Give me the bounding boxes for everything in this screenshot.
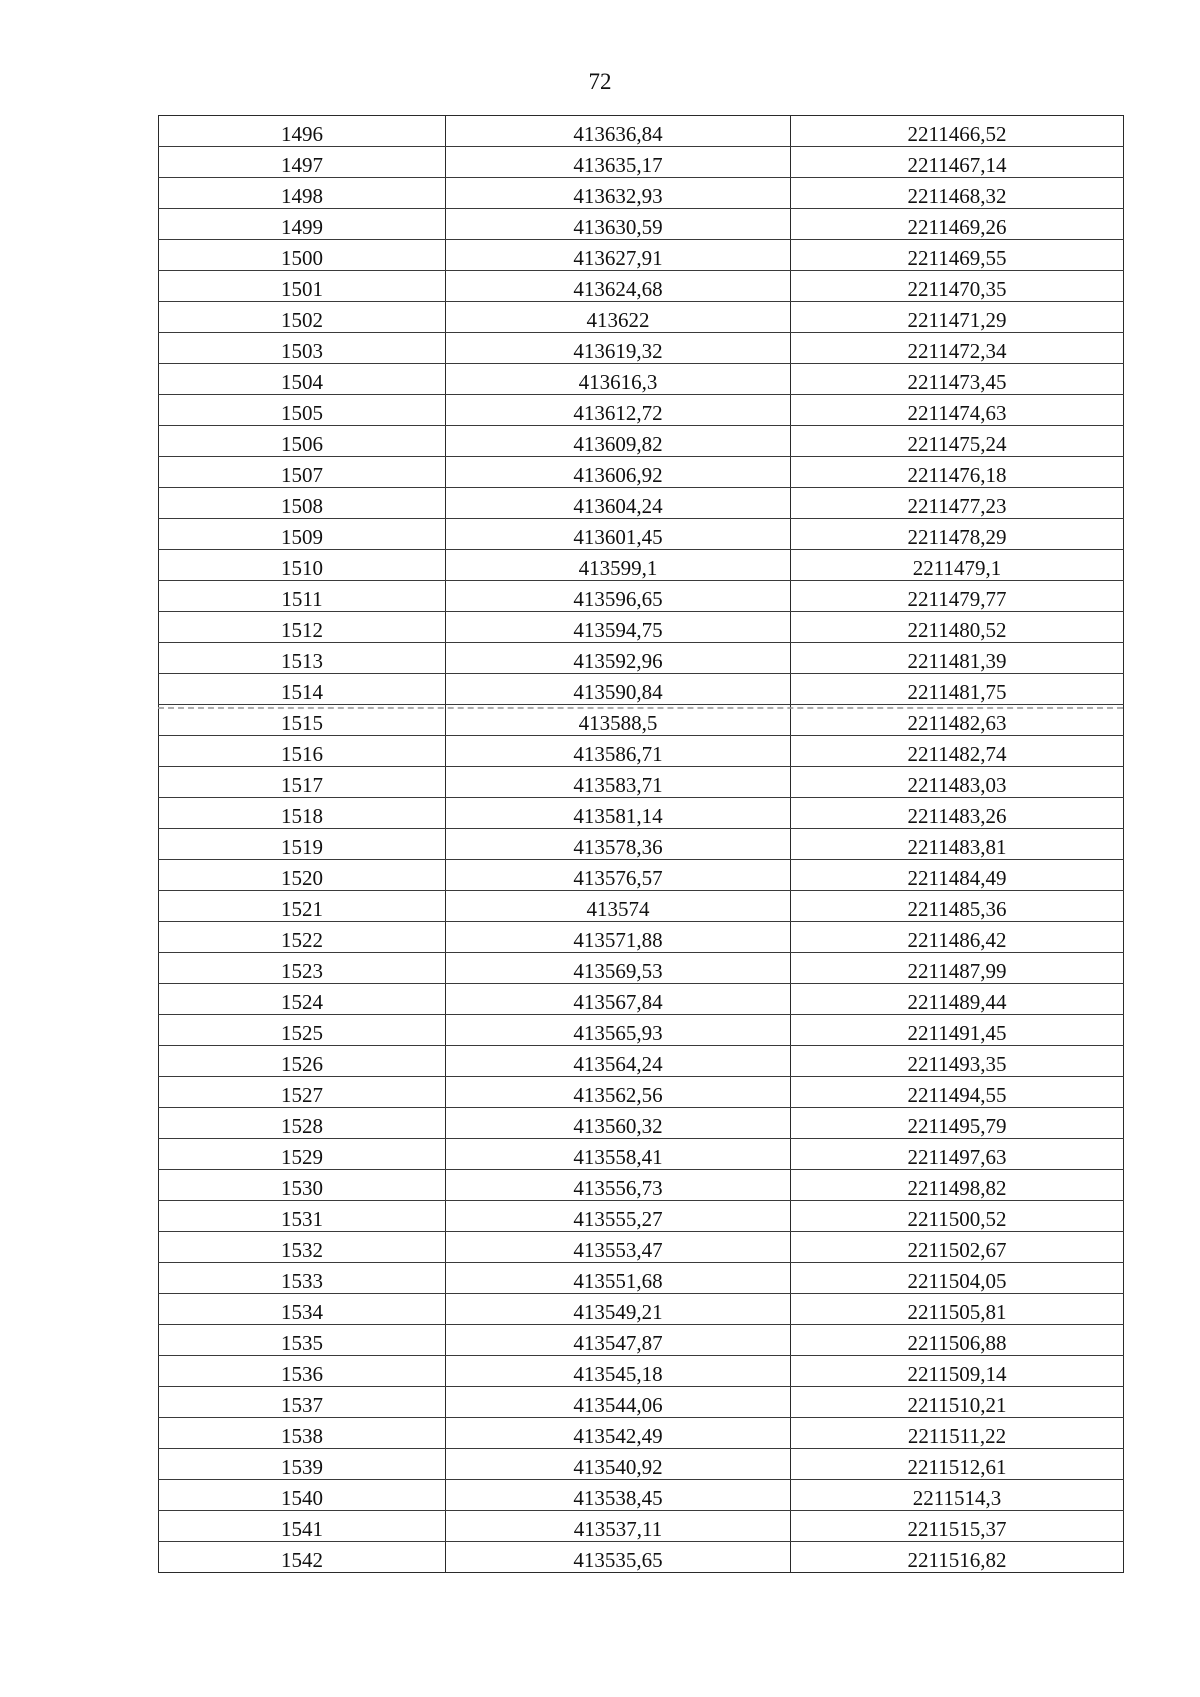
point-number-cell: 1525	[159, 1015, 446, 1046]
point-number-cell: 1527	[159, 1077, 446, 1108]
point-number-cell: 1496	[159, 116, 446, 147]
table-row	[159, 271, 1124, 302]
point-number-cell: 1521	[159, 891, 446, 922]
point-number-cell: 1540	[159, 1480, 446, 1511]
point-number-cell: 1504	[159, 364, 446, 395]
point-number-cell: 1537	[159, 1387, 446, 1418]
y-coordinate-cell: 2211481,39	[791, 643, 1124, 674]
point-number-cell: 1535	[159, 1325, 446, 1356]
table-row	[159, 1263, 1124, 1294]
point-number-cell: 1520	[159, 860, 446, 891]
point-number-cell: 1524	[159, 984, 446, 1015]
x-coordinate-cell: 413622	[446, 302, 791, 333]
y-coordinate-cell: 2211481,75	[791, 674, 1124, 705]
x-coordinate-cell: 413544,06	[446, 1387, 791, 1418]
point-number-cell: 1530	[159, 1170, 446, 1201]
point-number-cell: 1532	[159, 1232, 446, 1263]
y-coordinate-cell: 2211516,82	[791, 1542, 1124, 1573]
x-coordinate-cell: 413555,27	[446, 1201, 791, 1232]
coordinates-table	[158, 115, 1124, 1573]
y-coordinate-cell: 2211468,32	[791, 178, 1124, 209]
table-row	[159, 1232, 1124, 1263]
table-row	[159, 1294, 1124, 1325]
x-coordinate-cell: 413627,91	[446, 240, 791, 271]
table-row	[159, 674, 1124, 705]
point-number-cell: 1508	[159, 488, 446, 519]
y-coordinate-cell: 2211487,99	[791, 953, 1124, 984]
table-row	[159, 767, 1124, 798]
point-number-cell: 1531	[159, 1201, 446, 1232]
table-row	[159, 1356, 1124, 1387]
x-coordinate-cell: 413592,96	[446, 643, 791, 674]
y-coordinate-cell: 2211506,88	[791, 1325, 1124, 1356]
point-number-cell: 1533	[159, 1263, 446, 1294]
point-number-cell: 1499	[159, 209, 446, 240]
table-row	[159, 209, 1124, 240]
x-coordinate-cell: 413560,32	[446, 1108, 791, 1139]
point-number-cell: 1536	[159, 1356, 446, 1387]
table-row	[159, 736, 1124, 767]
x-coordinate-cell: 413547,87	[446, 1325, 791, 1356]
y-coordinate-cell: 2211491,45	[791, 1015, 1124, 1046]
y-coordinate-cell: 2211482,63	[791, 705, 1124, 736]
y-coordinate-cell: 2211512,61	[791, 1449, 1124, 1480]
point-number-cell: 1503	[159, 333, 446, 364]
x-coordinate-cell: 413565,93	[446, 1015, 791, 1046]
x-coordinate-cell: 413616,3	[446, 364, 791, 395]
x-coordinate-cell: 413604,24	[446, 488, 791, 519]
table-row	[159, 240, 1124, 271]
y-coordinate-cell: 2211511,22	[791, 1418, 1124, 1449]
scan-artifact-dashed-line	[158, 707, 1123, 709]
table-row	[159, 1325, 1124, 1356]
point-number-cell: 1512	[159, 612, 446, 643]
y-coordinate-cell: 2211470,35	[791, 271, 1124, 302]
y-coordinate-cell: 2211500,52	[791, 1201, 1124, 1232]
table-row	[159, 1046, 1124, 1077]
table-row	[159, 147, 1124, 178]
point-number-cell: 1501	[159, 271, 446, 302]
point-number-cell: 1516	[159, 736, 446, 767]
y-coordinate-cell: 2211467,14	[791, 147, 1124, 178]
coordinates-table-body	[159, 116, 1124, 1573]
x-coordinate-cell: 413635,17	[446, 147, 791, 178]
point-number-cell: 1513	[159, 643, 446, 674]
table-row	[159, 891, 1124, 922]
x-coordinate-cell: 413540,92	[446, 1449, 791, 1480]
table-row	[159, 1387, 1124, 1418]
table-row	[159, 1201, 1124, 1232]
x-coordinate-cell: 413581,14	[446, 798, 791, 829]
table-row	[159, 829, 1124, 860]
x-coordinate-cell: 413594,75	[446, 612, 791, 643]
y-coordinate-cell: 2211495,79	[791, 1108, 1124, 1139]
table-row	[159, 1542, 1124, 1573]
x-coordinate-cell: 413632,93	[446, 178, 791, 209]
x-coordinate-cell: 413535,65	[446, 1542, 791, 1573]
x-coordinate-cell: 413624,68	[446, 271, 791, 302]
y-coordinate-cell: 2211489,44	[791, 984, 1124, 1015]
x-coordinate-cell: 413571,88	[446, 922, 791, 953]
point-number-cell: 1515	[159, 705, 446, 736]
y-coordinate-cell: 2211483,26	[791, 798, 1124, 829]
table-row	[159, 922, 1124, 953]
y-coordinate-cell: 2211480,52	[791, 612, 1124, 643]
table-row	[159, 1077, 1124, 1108]
table-row	[159, 302, 1124, 333]
y-coordinate-cell: 2211477,23	[791, 488, 1124, 519]
y-coordinate-cell: 2211497,63	[791, 1139, 1124, 1170]
y-coordinate-cell: 2211479,77	[791, 581, 1124, 612]
y-coordinate-cell: 2211504,05	[791, 1263, 1124, 1294]
x-coordinate-cell: 413636,84	[446, 116, 791, 147]
point-number-cell: 1528	[159, 1108, 446, 1139]
table-row	[159, 612, 1124, 643]
point-number-cell: 1538	[159, 1418, 446, 1449]
x-coordinate-cell: 413556,73	[446, 1170, 791, 1201]
table-row	[159, 705, 1124, 736]
table-row	[159, 643, 1124, 674]
table-row	[159, 1449, 1124, 1480]
table-row	[159, 581, 1124, 612]
x-coordinate-cell: 413590,84	[446, 674, 791, 705]
table-row	[159, 1511, 1124, 1542]
point-number-cell: 1514	[159, 674, 446, 705]
x-coordinate-cell: 413569,53	[446, 953, 791, 984]
table-row	[159, 395, 1124, 426]
x-coordinate-cell: 413537,11	[446, 1511, 791, 1542]
y-coordinate-cell: 2211509,14	[791, 1356, 1124, 1387]
point-number-cell: 1519	[159, 829, 446, 860]
table-row	[159, 426, 1124, 457]
point-number-cell: 1505	[159, 395, 446, 426]
y-coordinate-cell: 2211515,37	[791, 1511, 1124, 1542]
y-coordinate-cell: 2211469,26	[791, 209, 1124, 240]
x-coordinate-cell: 413542,49	[446, 1418, 791, 1449]
x-coordinate-cell: 413558,41	[446, 1139, 791, 1170]
table-row	[159, 488, 1124, 519]
y-coordinate-cell: 2211478,29	[791, 519, 1124, 550]
y-coordinate-cell: 2211473,45	[791, 364, 1124, 395]
y-coordinate-cell: 2211485,36	[791, 891, 1124, 922]
x-coordinate-cell: 413612,72	[446, 395, 791, 426]
point-number-cell: 1518	[159, 798, 446, 829]
table-row	[159, 116, 1124, 147]
page-number: 72	[588, 69, 612, 94]
x-coordinate-cell: 413564,24	[446, 1046, 791, 1077]
x-coordinate-cell: 413576,57	[446, 860, 791, 891]
x-coordinate-cell: 413583,71	[446, 767, 791, 798]
table-row	[159, 1108, 1124, 1139]
y-coordinate-cell: 2211469,55	[791, 240, 1124, 271]
y-coordinate-cell: 2211471,29	[791, 302, 1124, 333]
point-number-cell: 1507	[159, 457, 446, 488]
table-row	[159, 860, 1124, 891]
x-coordinate-cell: 413538,45	[446, 1480, 791, 1511]
y-coordinate-cell: 2211486,42	[791, 922, 1124, 953]
x-coordinate-cell: 413562,56	[446, 1077, 791, 1108]
point-number-cell: 1509	[159, 519, 446, 550]
y-coordinate-cell: 2211484,49	[791, 860, 1124, 891]
y-coordinate-cell: 2211476,18	[791, 457, 1124, 488]
y-coordinate-cell: 2211493,35	[791, 1046, 1124, 1077]
y-coordinate-cell: 2211502,67	[791, 1232, 1124, 1263]
y-coordinate-cell: 2211494,55	[791, 1077, 1124, 1108]
x-coordinate-cell: 413549,21	[446, 1294, 791, 1325]
point-number-cell: 1522	[159, 922, 446, 953]
table-row	[159, 333, 1124, 364]
x-coordinate-cell: 413578,36	[446, 829, 791, 860]
table-row	[159, 364, 1124, 395]
point-number-cell: 1526	[159, 1046, 446, 1077]
table-row	[159, 519, 1124, 550]
point-number-cell: 1502	[159, 302, 446, 333]
point-number-cell: 1529	[159, 1139, 446, 1170]
table-row	[159, 1139, 1124, 1170]
point-number-cell: 1523	[159, 953, 446, 984]
y-coordinate-cell: 2211472,34	[791, 333, 1124, 364]
point-number-cell: 1539	[159, 1449, 446, 1480]
point-number-cell: 1498	[159, 178, 446, 209]
x-coordinate-cell: 413619,32	[446, 333, 791, 364]
x-coordinate-cell: 413599,1	[446, 550, 791, 581]
x-coordinate-cell: 413553,47	[446, 1232, 791, 1263]
x-coordinate-cell: 413606,92	[446, 457, 791, 488]
y-coordinate-cell: 2211482,74	[791, 736, 1124, 767]
y-coordinate-cell: 2211505,81	[791, 1294, 1124, 1325]
table-row	[159, 798, 1124, 829]
table-row	[159, 1015, 1124, 1046]
table-row	[159, 1170, 1124, 1201]
x-coordinate-cell: 413601,45	[446, 519, 791, 550]
y-coordinate-cell: 2211483,03	[791, 767, 1124, 798]
y-coordinate-cell: 2211474,63	[791, 395, 1124, 426]
point-number-cell: 1517	[159, 767, 446, 798]
y-coordinate-cell: 2211510,21	[791, 1387, 1124, 1418]
table-row	[159, 984, 1124, 1015]
point-number-cell: 1542	[159, 1542, 446, 1573]
x-coordinate-cell: 413574	[446, 891, 791, 922]
table-row	[159, 953, 1124, 984]
point-number-cell: 1506	[159, 426, 446, 457]
point-number-cell: 1511	[159, 581, 446, 612]
y-coordinate-cell: 2211466,52	[791, 116, 1124, 147]
y-coordinate-cell: 2211479,1	[791, 550, 1124, 581]
y-coordinate-cell: 2211498,82	[791, 1170, 1124, 1201]
x-coordinate-cell: 413588,5	[446, 705, 791, 736]
x-coordinate-cell: 413567,84	[446, 984, 791, 1015]
point-number-cell: 1541	[159, 1511, 446, 1542]
table-row	[159, 1418, 1124, 1449]
y-coordinate-cell: 2211483,81	[791, 829, 1124, 860]
x-coordinate-cell: 413630,59	[446, 209, 791, 240]
point-number-cell: 1497	[159, 147, 446, 178]
point-number-cell: 1510	[159, 550, 446, 581]
table-row	[159, 1480, 1124, 1511]
x-coordinate-cell: 413596,65	[446, 581, 791, 612]
x-coordinate-cell: 413551,68	[446, 1263, 791, 1294]
point-number-cell: 1534	[159, 1294, 446, 1325]
table-row	[159, 457, 1124, 488]
y-coordinate-cell: 2211514,3	[791, 1480, 1124, 1511]
y-coordinate-cell: 2211475,24	[791, 426, 1124, 457]
table-row	[159, 550, 1124, 581]
x-coordinate-cell: 413586,71	[446, 736, 791, 767]
point-number-cell: 1500	[159, 240, 446, 271]
table-row	[159, 178, 1124, 209]
x-coordinate-cell: 413609,82	[446, 426, 791, 457]
x-coordinate-cell: 413545,18	[446, 1356, 791, 1387]
